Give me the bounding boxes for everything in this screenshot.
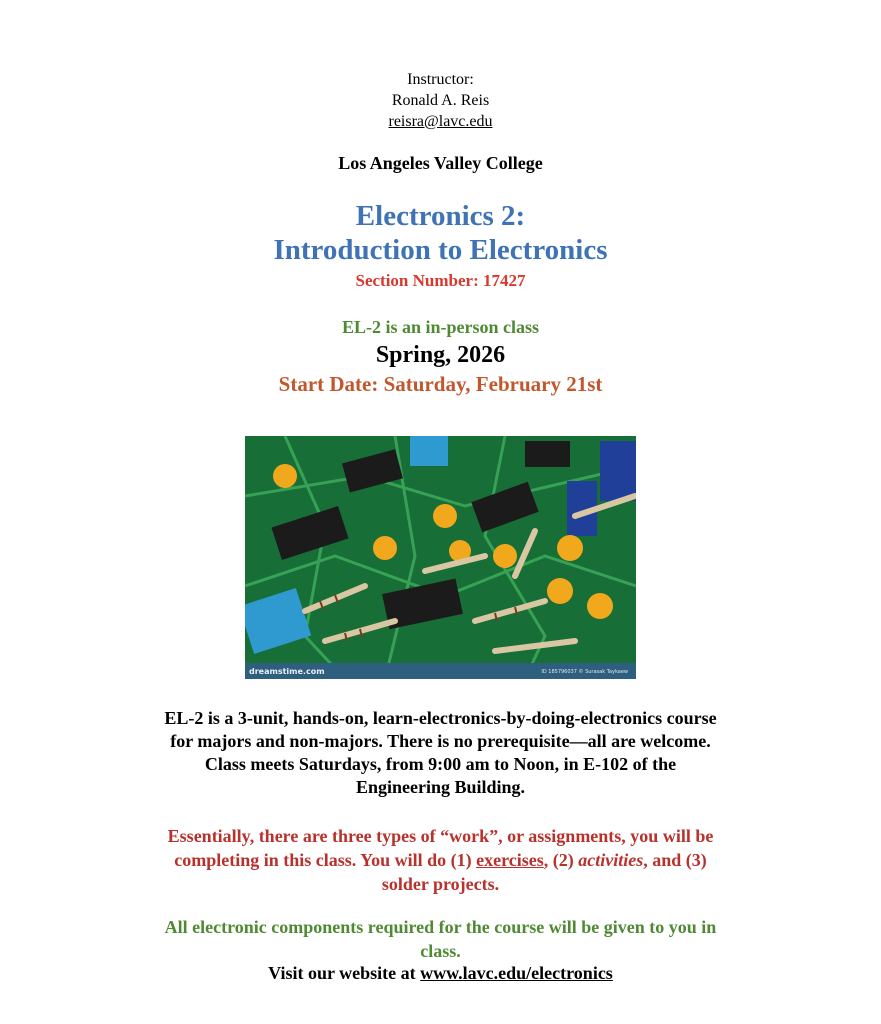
photo-watermark-right: ID 185796037 © Surasak Taykaew bbox=[541, 669, 628, 675]
description-line1: EL-2 is a 3-unit, hands-on, learn-electronics-by-doing-electronics course bbox=[164, 708, 717, 728]
work-line1: Essentially, there are three types of “work”, or assignments, you will be bbox=[167, 826, 714, 846]
work-line2-part-a: completing in this class. You will do (1) bbox=[174, 850, 477, 870]
class-mode: EL-2 is an in-person class bbox=[341, 317, 540, 337]
college-name: Los Angeles Valley College bbox=[338, 153, 543, 173]
section-number: Section Number: 17427 bbox=[355, 271, 526, 290]
description-line3: Class meets Saturdays, from 9:00 am to Noon, in E-102 of the bbox=[204, 754, 677, 774]
term: Spring, 2026 bbox=[375, 342, 506, 368]
components-line1: All electronic components required for the course will be given to you in bbox=[164, 917, 717, 937]
work-line2 bbox=[0, 849, 881, 871]
activities-text: activities bbox=[578, 850, 644, 870]
photo-watermark-left: dreamstime.com bbox=[249, 667, 325, 676]
instructor-email-wrap bbox=[0, 112, 881, 132]
website-prefix: Visit our website at bbox=[268, 963, 421, 983]
components-line2: class. bbox=[420, 941, 461, 961]
website-link[interactable]: www.lavc.edu/electronics bbox=[420, 963, 613, 983]
instructor-email-link[interactable]: reisra@lavc.edu bbox=[388, 113, 493, 130]
work-line3: solder projects. bbox=[381, 874, 500, 894]
exercises-link[interactable]: exercises bbox=[476, 850, 544, 870]
work-line2-part-c: , and (3) bbox=[643, 850, 707, 870]
description-line2: for majors and non-majors. There is no prerequisite—all are welcome. bbox=[170, 731, 711, 751]
start-date: Start Date: Saturday, February 21st bbox=[278, 372, 603, 396]
circuit-board-illustration bbox=[245, 436, 636, 679]
course-title-line2: Introduction to Electronics bbox=[273, 234, 608, 266]
work-line2-part-b: , (2) bbox=[543, 850, 579, 870]
website-line bbox=[0, 962, 881, 984]
instructor-name: Ronald A. Reis bbox=[391, 92, 490, 109]
description-line4: Engineering Building. bbox=[355, 777, 526, 797]
instructor-label: Instructor: bbox=[407, 71, 474, 88]
circuit-board-image bbox=[245, 436, 636, 679]
course-title-line1: Electronics 2: bbox=[355, 200, 526, 232]
